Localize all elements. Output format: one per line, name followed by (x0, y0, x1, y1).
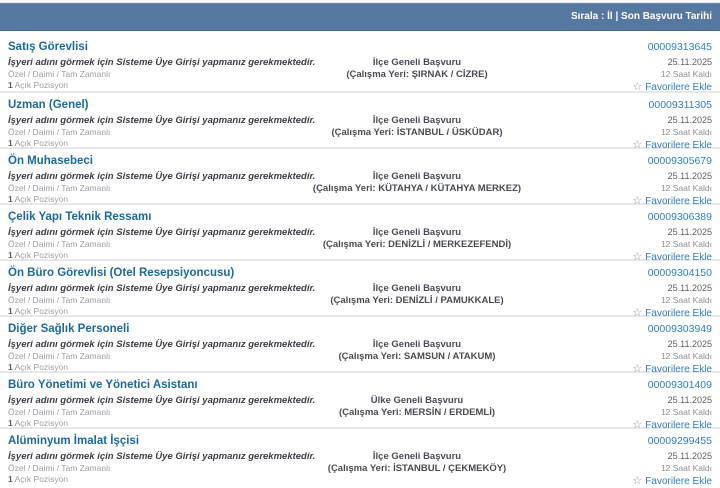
application-column (277, 39, 557, 91)
open-positions-count: 1 (8, 80, 13, 90)
add-to-favorites-label: Favorilere Ekle (645, 196, 712, 207)
open-positions (8, 249, 277, 263)
sort-label: Sırala : (570, 11, 605, 22)
add-to-favorites-label: Favorilere Ekle (645, 82, 712, 93)
listing-id-link[interactable]: 00009306389 (647, 211, 712, 223)
add-to-favorites-label: Favorilere Ekle (645, 252, 712, 263)
time-remaining: 12 Saat Kaldı (660, 69, 712, 79)
open-positions (8, 305, 277, 319)
add-to-favorites-button[interactable] (632, 251, 712, 264)
star-outline-icon: ☆ (632, 81, 643, 93)
job-info-column (8, 39, 316, 91)
work-place: (Çalışma Yeri: SAMSUN / ATAKUM) (338, 351, 496, 362)
open-positions-label: Açık Pozisyon (14, 250, 69, 260)
deadline-date: 25.11.2025 (667, 395, 712, 405)
deadline-date: 25.11.2025 (667, 339, 712, 349)
add-to-favorites-button[interactable] (632, 195, 712, 208)
work-place: (Çalışma Yeri: DENİZLİ / MERKEZEFENDİ) (322, 239, 512, 250)
add-to-favorites-label: Favorilere Ekle (645, 364, 712, 375)
star-outline-icon: ☆ (632, 307, 643, 319)
employment-type: Özel / Daimi / Tam Zamanlı (8, 239, 111, 249)
application-scope: İlçe Geneli Başvuru (372, 227, 462, 238)
listing-id-link[interactable]: 00009311305 (648, 99, 712, 111)
add-to-favorites-button[interactable] (632, 363, 712, 376)
employment-type: Özel / Daimi / Tam Zamanlı (8, 183, 111, 193)
open-positions-count: 1 (8, 194, 13, 204)
deadline-date: 25.11.2025 (667, 451, 712, 461)
sort-bar (0, 3, 720, 31)
add-to-favorites-label: Favorilere Ekle (645, 476, 712, 487)
listing-id-link[interactable]: 00009313645 (647, 41, 712, 53)
meta-column (557, 153, 712, 207)
star-outline-icon: ☆ (632, 419, 643, 431)
job-title-link[interactable]: Çelik Yapı Teknik Ressamı (8, 211, 152, 223)
application-scope: Ülke Geneli Başvuru (370, 395, 464, 406)
job-title-link[interactable]: Diğer Sağlık Personeli (8, 323, 130, 335)
listing-id-link[interactable]: 00009305679 (647, 155, 712, 167)
job-title-link[interactable]: Uzman (Genel) (8, 99, 89, 111)
add-to-favorites-button[interactable] (632, 419, 712, 432)
application-column (277, 433, 557, 483)
work-place: (Çalışma Yeri: DENİZLİ / PAMUKKALE) (330, 295, 504, 306)
login-required-notice: İşyeri adını görmek için Sisteme Üye Girişi yapmanız gerekmektedir. (8, 57, 316, 68)
star-outline-icon: ☆ (632, 363, 643, 375)
application-scope: İlçe Geneli Başvuru (372, 171, 462, 182)
employment-type: Özel / Daimi / Tam Zamanlı (8, 69, 111, 79)
meta-column (557, 265, 712, 319)
meta-column (557, 97, 712, 151)
open-positions-label: Açık Pozisyon (14, 362, 69, 372)
application-scope: İlçe Geneli Başvuru (372, 283, 462, 294)
open-positions-label: Açık Pozisyon (14, 80, 69, 90)
add-to-favorites-label: Favorilere Ekle (645, 420, 712, 431)
job-listing-row (0, 91, 720, 151)
sort-options (562, 11, 712, 23)
open-positions (8, 137, 277, 151)
listing-id-link[interactable]: 00009304150 (647, 267, 712, 279)
application-column (277, 153, 557, 203)
deadline-date: 25.11.2025 (667, 171, 712, 181)
job-info-column (8, 433, 316, 484)
employment-type: Özel / Daimi / Tam Zamanlı (8, 407, 111, 417)
application-column (277, 265, 557, 315)
job-listing-row (0, 203, 720, 263)
job-title-link[interactable]: Büro Yönetimi ve Yönetici Asistanı (8, 379, 198, 391)
job-list (0, 35, 720, 487)
add-to-favorites-label: Favorilere Ekle (645, 308, 712, 319)
time-remaining: 12 Saat Kaldı (660, 295, 712, 305)
job-info-column (8, 265, 316, 316)
application-column (277, 97, 557, 147)
login-required-notice: İşyeri adını görmek için Sisteme Üye Girişi yapmanız gerekmektedir. (8, 395, 316, 406)
job-info-column (8, 321, 316, 372)
add-to-favorites-button[interactable] (632, 475, 712, 488)
star-outline-icon: ☆ (632, 195, 643, 207)
login-required-notice: İşyeri adını görmek için Sisteme Üye Girişi yapmanız gerekmektedir. (8, 283, 316, 294)
employment-type: Özel / Daimi / Tam Zamanlı (8, 295, 111, 305)
login-required-notice: İşyeri adını görmek için Sisteme Üye Girişi yapmanız gerekmektedir. (8, 171, 316, 182)
open-positions-label: Açık Pozisyon (14, 138, 69, 148)
meta-column (557, 377, 712, 431)
application-scope: İlçe Geneli Başvuru (372, 339, 462, 350)
application-scope: İlçe Geneli Başvuru (372, 115, 462, 126)
open-positions (8, 79, 277, 93)
time-remaining: 12 Saat Kaldı (660, 351, 712, 361)
job-title-link[interactable]: Ön Muhasebeci (8, 155, 93, 167)
job-listing-row (0, 259, 720, 319)
add-to-favorites-button[interactable] (632, 307, 712, 320)
job-listing-row (0, 35, 720, 91)
add-to-favorites-button[interactable] (632, 139, 712, 152)
login-required-notice: İşyeri adını görmek için Sisteme Üye Girişi yapmanız gerekmektedir. (8, 339, 316, 350)
star-outline-icon: ☆ (632, 251, 643, 263)
time-remaining: 12 Saat Kaldı (660, 183, 712, 193)
sort-separator: | (615, 11, 619, 22)
open-positions-count: 1 (8, 362, 13, 372)
add-to-favorites-label: Favorilere Ekle (645, 140, 712, 151)
job-info-column (8, 377, 316, 428)
deadline-date: 25.11.2025 (667, 227, 712, 237)
job-listing-row (0, 315, 720, 375)
application-column (277, 209, 557, 259)
work-place: (Çalışma Yeri: ŞIRNAK / CİZRE) (346, 69, 488, 80)
time-remaining: 12 Saat Kaldı (660, 463, 712, 473)
work-place: (Çalışma Yeri: İSTANBUL / ÜSKÜDAR) (331, 127, 503, 138)
job-title-link[interactable]: Alüminyum İmalat İşçisi (8, 435, 140, 447)
job-listing-row (0, 371, 720, 431)
open-positions-count: 1 (8, 138, 13, 148)
sort-option-province[interactable]: İl (607, 11, 613, 22)
star-outline-icon: ☆ (632, 475, 643, 487)
meta-column (557, 39, 712, 91)
job-title-link[interactable]: Satış Görevlisi (8, 41, 88, 53)
employment-type: Özel / Daimi / Tam Zamanlı (8, 463, 111, 473)
meta-column (557, 433, 712, 487)
open-positions-label: Açık Pozisyon (14, 474, 69, 484)
application-column (277, 377, 557, 427)
login-required-notice: İşyeri adını görmek için Sisteme Üye Girişi yapmanız gerekmektedir. (8, 451, 316, 462)
time-remaining: 12 Saat Kaldı (660, 127, 712, 137)
open-positions-count: 1 (8, 418, 13, 428)
deadline-date: 25.11.2025 (667, 57, 712, 67)
open-positions (8, 473, 277, 487)
job-info-column (8, 153, 316, 204)
application-scope: İlçe Geneli Başvuru (372, 57, 462, 68)
work-place: (Çalışma Yeri: İSTANBUL / ÇEKMEKÖY) (327, 463, 507, 474)
open-positions-count: 1 (8, 250, 13, 260)
open-positions-label: Açık Pozisyon (14, 194, 69, 204)
star-outline-icon: ☆ (632, 139, 643, 151)
add-to-favorites-button[interactable] (632, 81, 712, 94)
employment-type: Özel / Daimi / Tam Zamanlı (8, 127, 111, 137)
listing-id-link[interactable]: 00009299455 (647, 435, 712, 447)
meta-column (557, 321, 712, 375)
open-positions (8, 417, 277, 431)
login-required-notice: İşyeri adını görmek için Sisteme Üye Girişi yapmanız gerekmektedir. (8, 115, 316, 126)
application-column (277, 321, 557, 371)
open-positions-count: 1 (8, 306, 13, 316)
time-remaining: 12 Saat Kaldı (660, 239, 712, 249)
application-scope: İlçe Geneli Başvuru (372, 451, 462, 462)
job-listing-row (0, 427, 720, 487)
job-info-column (8, 97, 316, 148)
listing-id-link[interactable]: 00009301409 (647, 379, 712, 391)
time-remaining: 12 Saat Kaldı (660, 407, 712, 417)
sort-option-deadline[interactable]: Son Başvuru Tarihi (621, 11, 712, 22)
deadline-date: 25.11.2025 (667, 115, 712, 125)
job-info-column (8, 209, 316, 260)
employment-type: Özel / Daimi / Tam Zamanlı (8, 351, 111, 361)
open-positions-count: 1 (8, 474, 13, 484)
meta-column (557, 209, 712, 263)
open-positions-label: Açık Pozisyon (14, 306, 69, 316)
open-positions (8, 193, 277, 207)
deadline-date: 25.11.2025 (667, 283, 712, 293)
work-place: (Çalışma Yeri: KÜTAHYA / KÜTAHYA MERKEZ) (312, 183, 522, 194)
job-listing-row (0, 147, 720, 207)
job-title-link[interactable]: Ön Büro Görevlisi (Otel Resepsiyoncusu) (8, 267, 235, 279)
login-required-notice: İşyeri adını görmek için Sisteme Üye Girişi yapmanız gerekmektedir. (8, 227, 316, 238)
open-positions-label: Açık Pozisyon (14, 418, 69, 428)
work-place: (Çalışma Yeri: MERSİN / ERDEMLİ) (338, 407, 496, 418)
open-positions (8, 361, 277, 375)
listing-id-link[interactable]: 00009303949 (647, 323, 712, 335)
